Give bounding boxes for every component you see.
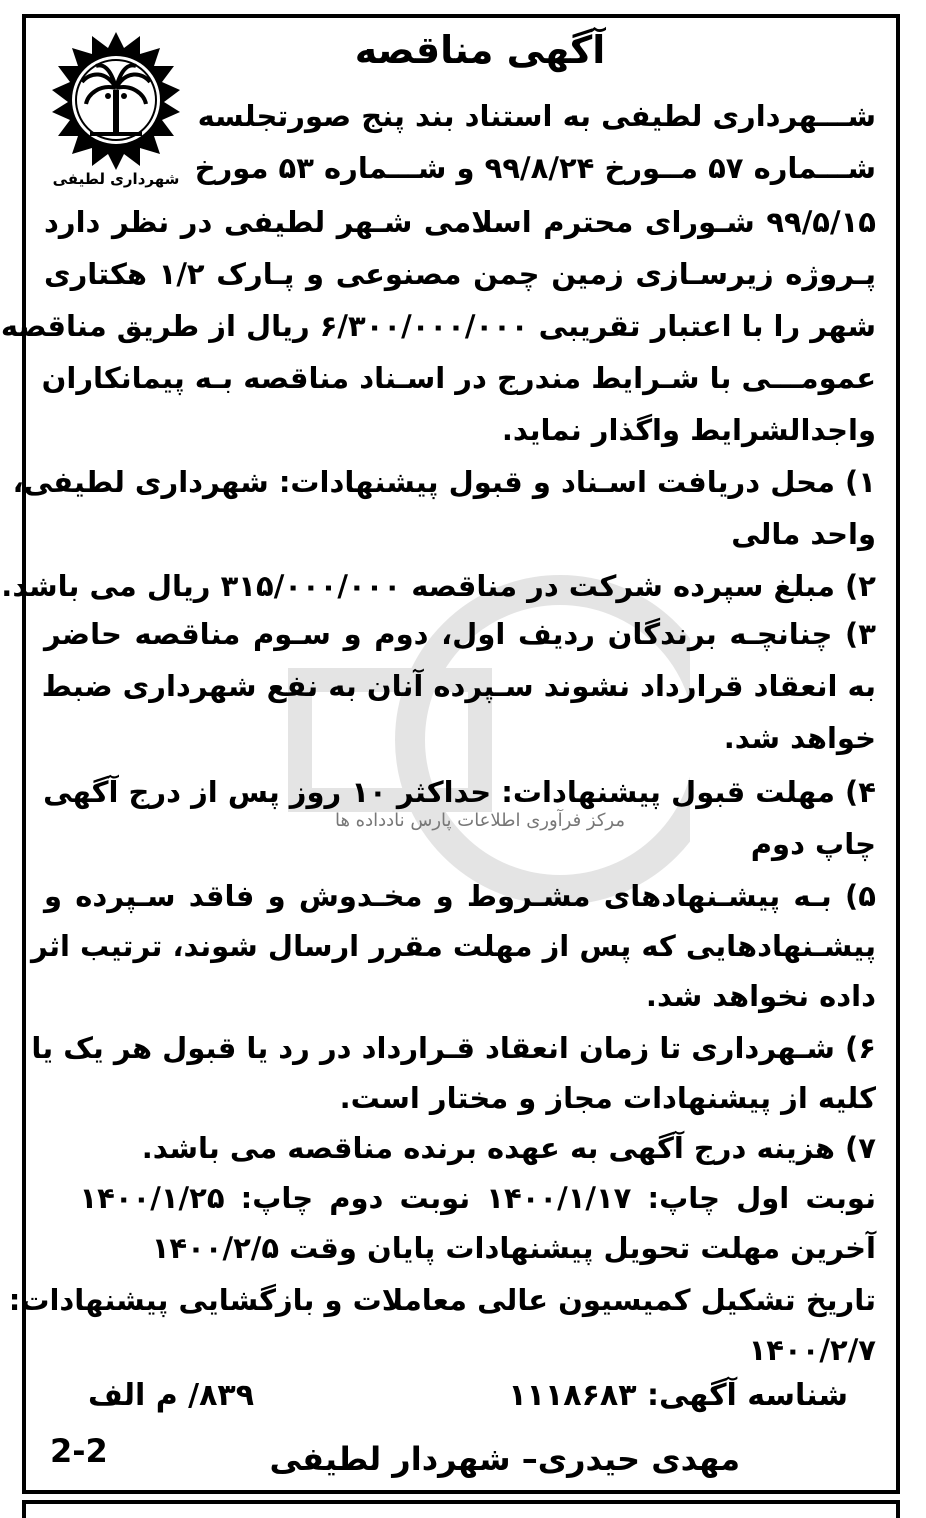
- commission-date: ۱۴۰۰/۲/۷: [748, 1333, 876, 1367]
- commission-line: تاریخ تشکیل کمیسیون عالی معاملات و بازگشایی پیشنهادات:: [8, 1283, 876, 1317]
- body-line: ۳) چنانچـه برندگان ردیف اول، دوم و سـوم مناقصه حاضر: [44, 617, 876, 651]
- body-line: ۹۹/۵/۱۵ شـورای محترم اسلامی شـهر لطیفی در نظر دارد: [44, 205, 876, 239]
- body-line: پـروژه زیرسـازی زمین چمن مصنوعی و پـارک ۱/۲ هکتاری: [44, 257, 876, 291]
- print-dates-line: نوبت اول چاپ: ۱۴۰۰/۱/۱۷ نوبت دوم چاپ: ۱۴۰۰/۱/۲۵: [79, 1181, 876, 1215]
- body-line: واحد مالی: [731, 517, 876, 551]
- body-line: ۲) مبلغ سپرده شرکت در مناقصه ۳۱۵/۰۰۰/۰۰۰ ریال می باشد.: [1, 569, 876, 603]
- body-line: عمومـــی با شـرایط مندرج در اسـناد مناقصه بـه پیمانکاران: [41, 361, 876, 395]
- next-notice-border: [22, 1500, 900, 1518]
- logo-caption: شهرداری لطیفی: [52, 170, 180, 188]
- body-line: شـــهرداری لطیفی به استناد بند پنج صورتجلسه: [197, 99, 876, 133]
- notice-title: آگهی مناقصه: [354, 28, 606, 72]
- body-line: داده نخواهد شد.: [645, 979, 876, 1013]
- body-line: ۷) هزینه درج آگهی به عهده برنده مناقصه می باشد.: [141, 1131, 876, 1165]
- body-line: خواهد شد.: [723, 721, 876, 755]
- body-line: ۱) محل دریافت اسـناد و قبول پیشنهادات: شهرداری لطیفی،: [12, 465, 876, 499]
- body-line: چاپ دوم: [750, 827, 876, 861]
- deadline-line: آخرین مهلت تحویل پیشنهادات پایان وقت ۱۴۰۰/۲/۵: [151, 1231, 876, 1265]
- signature-line: مهدی حیدری– شهردار لطیفی: [269, 1440, 740, 1478]
- body-line: شهر را با اعتبار تقریبی ۶/۳۰۰/۰۰۰/۰۰۰ ریال از طریق مناقصه: [0, 309, 876, 343]
- ad-reference: ۸۳۹/ م الف: [88, 1378, 255, 1413]
- municipality-logo: [36, 30, 196, 200]
- body-line: پیشـنهادهایی که پس از مهلت مقرر ارسال شوند، ترتیب اثر: [31, 929, 876, 963]
- ad-identifier: شناسه آگهی: ۱۱۱۸۶۸۳: [508, 1378, 848, 1413]
- body-line: ۵) بـه پیشـنهادهای مشـروط و مخـدوش و فاقد سـپرده و: [44, 879, 876, 913]
- body-line: ۴) مهلت قبول پیشنهادات: حداکثر ۱۰ روز پس از درج آگهی: [43, 775, 876, 809]
- body-line: به انعقاد قرارداد نشوند سـپرده آنان به نفع شهرداری ضبط: [41, 669, 876, 703]
- part-number: 2-2: [50, 1432, 108, 1470]
- body-line: کلیه از پیشنهادات مجاز و مختار است.: [339, 1081, 876, 1115]
- body-line: ۶) شـهرداری تا زمان انعقاد قـرارداد در رد یا قبول هر یک یا: [31, 1031, 876, 1065]
- watermark-text: مرکز فرآوری اطلاعات پارس نادداده ها: [334, 810, 626, 831]
- palm-tree-sun-emblem-icon: [36, 30, 196, 170]
- body-line: شـــماره ۵۷ مــورخ ۹۹/۸/۲۴ و شـــماره ۵۳ مورخ: [194, 151, 876, 185]
- body-line: واجدالشرایط واگذار نماید.: [501, 413, 876, 447]
